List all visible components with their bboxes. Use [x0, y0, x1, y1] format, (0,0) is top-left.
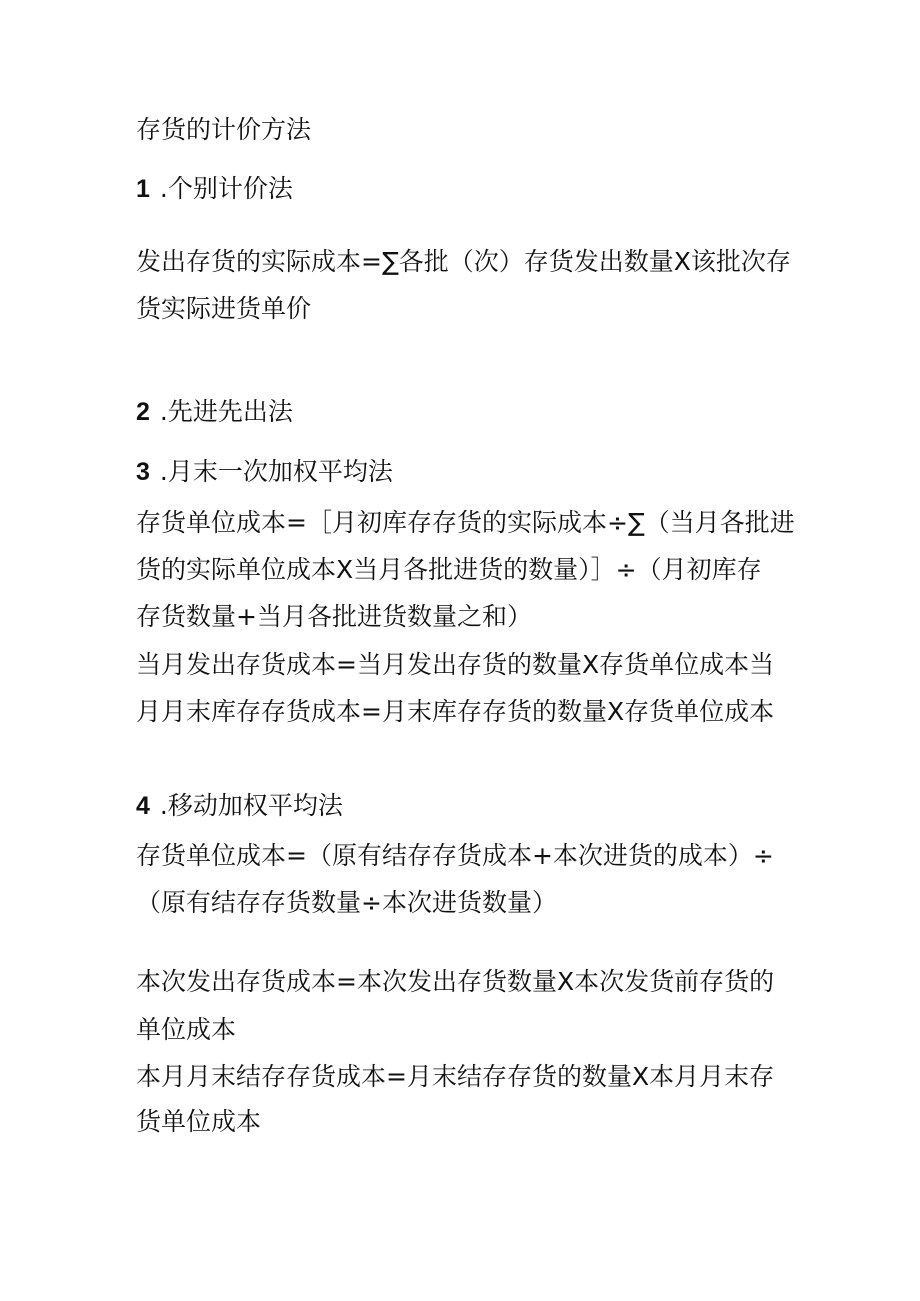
- section-1-heading: [136, 174, 796, 204]
- section-3-line-1: 存货单位成本=［月初库存存货的实际成本÷∑（当月各批进: [136, 508, 795, 537]
- section-4-line-2: （原有结存存货数量÷本次进货数量）: [136, 888, 557, 917]
- doc-title: 存货的计价方法: [136, 115, 312, 144]
- section-3-title: .月末一次加权平均法: [159, 457, 393, 486]
- section-3-heading: [136, 457, 796, 487]
- section-4-line-1: 存货单位成本=（原有结存存货成本+本次进货的成本）÷: [136, 841, 774, 870]
- section-3-line-5: 月月末库存存货成本=月末库存存货的数量X存货单位成本: [136, 697, 775, 726]
- section-1-line-2: 货实际进货单价: [136, 294, 312, 323]
- section-4-line-5: 本月月末结存存货成本=月末结存存货的数量X本月月末存: [136, 1062, 775, 1091]
- section-3-line-4: 当月发出存货成本=当月发出存货的数量X存货单位成本当: [136, 650, 775, 679]
- section-1-title: .个别计价法: [159, 174, 293, 203]
- section-2-number: 2: [136, 398, 150, 426]
- section-4-heading: [136, 791, 796, 821]
- section-3-line-2: 货的实际单位成本X当月各批进货的数量）］÷（月初库存: [136, 555, 762, 584]
- section-3-line-3: 存货数量+当月各批进货数量之和）: [136, 602, 532, 631]
- section-3-number: 3: [136, 458, 150, 486]
- section-4-title: .移动加权平均法: [159, 791, 343, 820]
- section-4-line-3: 本次发出存货成本=本次发出存货数量X本次发货前存货的: [136, 967, 775, 996]
- section-4-line-6: 货单位成本: [136, 1107, 262, 1136]
- section-4-number: 4: [136, 792, 150, 820]
- section-2-heading: [136, 397, 796, 427]
- section-4-line-4: 单位成本: [136, 1015, 237, 1044]
- section-2-title: .先进先出法: [159, 397, 293, 426]
- section-1-number: 1: [136, 175, 150, 203]
- section-1-line-1: 发出存货的实际成本=∑各批（次）存货发出数量X该批次存: [136, 247, 791, 276]
